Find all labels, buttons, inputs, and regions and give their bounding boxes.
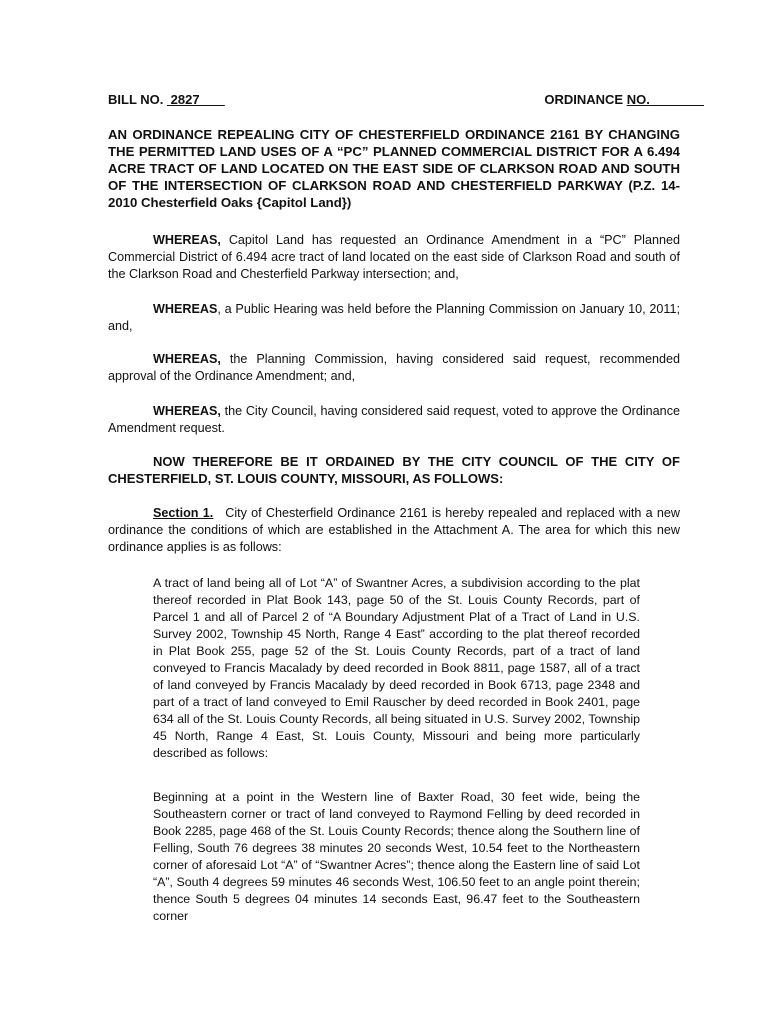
ordinance-label: ORDINANCE	[544, 92, 624, 107]
section-1-label: Section 1.	[153, 506, 214, 520]
ordinance-title: AN ORDINANCE REPEALING CITY OF CHESTERFIELD ORDINANCE 2161 BY CHANGING THE PERMITTED LAND USES OF A “PC” PLANNED COMMERCIAL DISTRICT FOR A 6.494 ACRE TRACT OF LAND LOCATED ON THE EAST SIDE OF CLARKSON ROAD AND SOUTH OF THE INTERSECTION OF CLARKSON ROAD AND CHESTERFIELD PARKWAY (P.Z. 14-2010 Chesterfield Oaks {Capitol Land})	[108, 127, 680, 210]
legal-description-paragraph-1: A tract of land being all of Lot “A” of Swantner Acres, a subdivision according to the plat thereof recorded in Plat Book 143, page 50 of the St. Louis County Records, part of Parcel 1 and all of Parcel 2 of “A Boundary Adjustment Plat of a Tract of Land in U.S. Survey 2002, Township 45 North, Range 4 East” according to the plat thereof recorded in Plat Book 255, page 52 of the St. Louis County Records, part of a tract of land conveyed to Francis Macalady by deed recorded in Book 8811, page 1587, all of a tract of land conveyed by Francis Macalady by deed recorded in Book 6713, page 2348 and part of a tract of land conveyed to Emil Rauscher by deed recorded in Book 2401, page 634 all of the St. Louis County Records, all being situated in U.S. Survey 2002, Township 45 North, Range 4 East, St. Louis County, Missouri and being more particularly described as follows:	[153, 576, 640, 760]
whereas-paragraph-4: WHEREAS, the City Council, having considered said request, voted to approve the Ordinance Amendment request.	[108, 404, 680, 435]
whereas-paragraph-1: WHEREAS, Capitol Land has requested an Ordinance Amendment in a “PC” Planned Commercial District of 6.494 acre tract of land located on the east side of Clarkson Road and south of the Clarkson Road and Chesterfield Parkway intersection; and,	[108, 233, 680, 281]
whereas-paragraph-3: WHEREAS, the Planning Commission, having considered said request, recommended approval of the Ordinance Amendment; and,	[108, 352, 680, 383]
legal-description-paragraph-2: Beginning at a point in the Western line of Baxter Road, 30 feet wide, being the Southeastern corner or tract of land conveyed to Raymond Felling by deed recorded in Book 2285, page 468 of the St. Louis County Records; thence along the Southern line of Felling, South 76 degrees 38 minutes 20 seconds West, 10.54 feet to the Northeastern corner of aforesaid Lot “A” of “Swantner Acres”; thence along the Eastern line of said Lot “A”, South 4 degrees 59 minutes 46 seconds West, 106.50 feet to an angle point therein; thence South 5 degrees 04 minutes 14 seconds East, 96.47 feet to the Southeastern corner	[153, 790, 640, 923]
bill-number: 2827	[170, 92, 200, 107]
enacting-clause: NOW THEREFORE BE IT ORDAINED BY THE CITY COUNCIL OF THE CITY OF CHESTERFIELD, ST. LOUIS COUNTY, MISSOURI, AS FOLLOWS:	[108, 454, 680, 486]
bill-number-line	[108, 92, 225, 107]
section-1-paragraph: Section 1. City of Chesterfield Ordinance 2161 is hereby repealed and replaced with a new ordinance the conditions of which are established in the Attachment A. The area for which this new ordinance applies is as follows:	[108, 506, 680, 554]
ordinance-number-line	[544, 92, 704, 107]
whereas-paragraph-2: WHEREAS, a Public Hearing was held before the Planning Commission on January 10, 2011; and,	[108, 302, 680, 333]
bill-label: BILL NO.	[108, 92, 164, 107]
ordinance-number-blank: NO.	[626, 92, 650, 107]
